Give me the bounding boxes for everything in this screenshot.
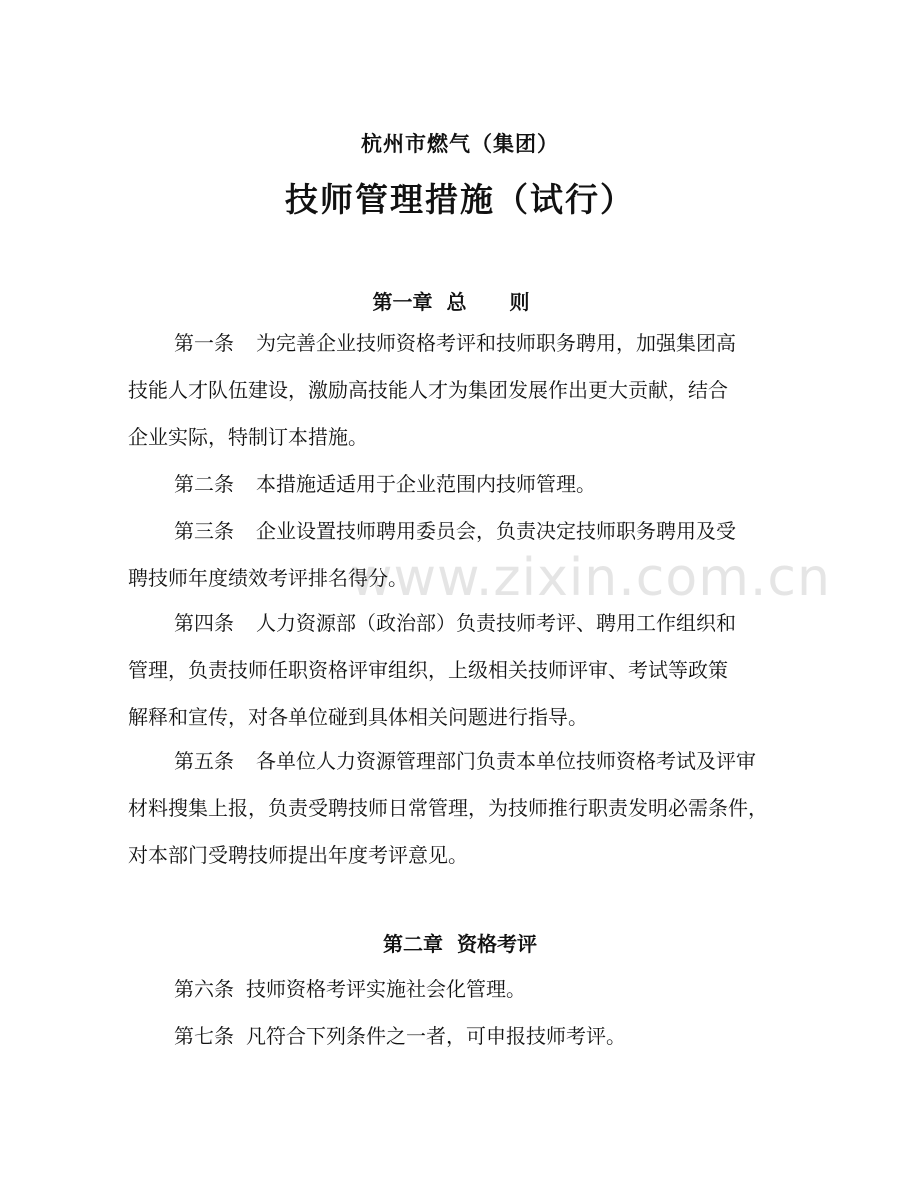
- article-4: [128, 600, 848, 741]
- article-text: 为完善企业技师资格考评和技师职务聘用，加强集团高: [256, 331, 736, 355]
- article-text: 凡符合下列条件之一者，可申报技师考评。: [246, 1024, 626, 1048]
- article-1: [128, 320, 848, 461]
- article-number: 第三条: [174, 519, 234, 543]
- article-text: 企业设置技师聘用委员会，负责决定技师职务聘用及受: [256, 519, 736, 543]
- article-text: 本措施适适用于企业范围内技师管理。: [256, 472, 596, 496]
- chapter-heading-1: [0, 286, 920, 315]
- article-6: [128, 966, 848, 1013]
- article-text: 聘技师年度绩效考评排名得分。: [128, 566, 408, 590]
- chapter-name: 总 则: [446, 290, 548, 314]
- article-5: [128, 738, 848, 879]
- chapter-number: 第一章: [372, 290, 433, 314]
- article-text: 技师资格考评实施社会化管理。: [246, 977, 526, 1001]
- article-number: 第四条: [174, 611, 234, 635]
- article-2: [128, 461, 848, 508]
- chapter-number: 第二章: [383, 932, 443, 956]
- article-number: 第五条: [174, 749, 234, 773]
- watermark: www.zixin.com.cn: [350, 548, 831, 608]
- article-text: 管理，负责技师任职资格评审组织，上级相关技师评审、考试等政策: [128, 658, 728, 682]
- article-number: 第六条: [174, 977, 234, 1001]
- article-number: 第七条: [174, 1024, 234, 1048]
- document-title: 技师管理措施（试行）: [285, 180, 635, 219]
- article-number: 第一条: [174, 331, 234, 355]
- article-text: 对本部门受聘技师提出年度考评意见。: [128, 843, 468, 867]
- org-title: 杭州市燃气（集团）: [361, 131, 559, 156]
- article-text: 各单位人力资源管理部门负责本单位技师资格考试及评审: [256, 749, 756, 773]
- article-text: 人力资源部（政治部）负责技师考评、聘用工作组织和: [256, 611, 736, 635]
- chapter-name: 资格考评: [457, 932, 537, 956]
- article-text: 解释和宣传，对各单位碰到具体相关问题进行指导。: [128, 705, 588, 729]
- article-7: [128, 1013, 848, 1060]
- article-text: 材料搜集上报，负责受聘技师日常管理，为技师推行职责发明必需条件，: [128, 796, 768, 820]
- article-3: [128, 508, 848, 602]
- article-number: 第二条: [174, 472, 234, 496]
- chapter-heading-2: [0, 928, 920, 957]
- article-text: 技能人才队伍建设，激励高技能人才为集团发展作出更大贡献，结合: [128, 378, 728, 402]
- article-text: 企业实际，特制订本措施。: [128, 425, 368, 449]
